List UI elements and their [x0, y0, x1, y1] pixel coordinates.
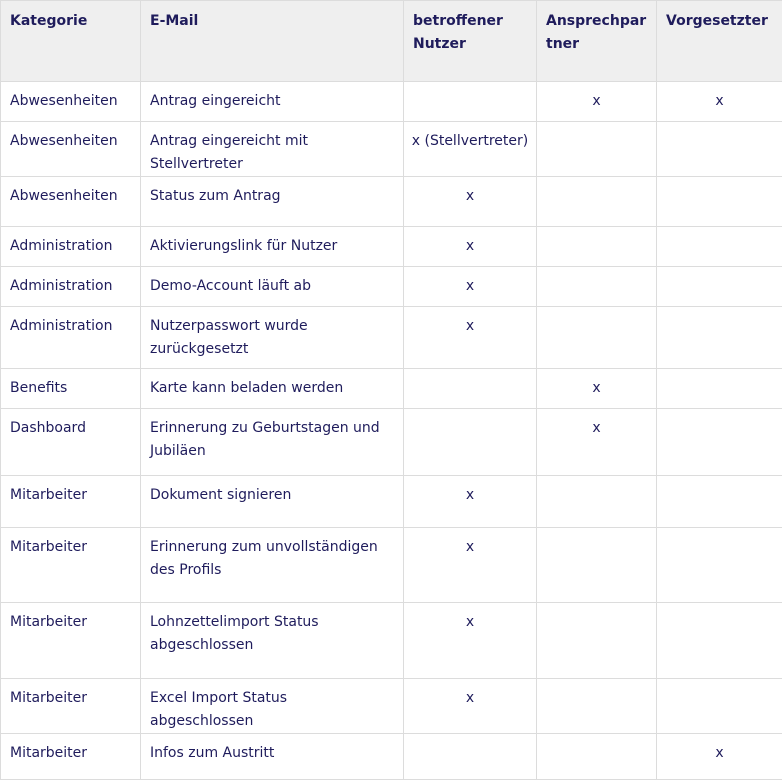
header-betroffener-nutzer: betroffener Nutzer: [404, 1, 537, 82]
cell-email: Nutzerpasswort wurde zurückgesetzt: [141, 307, 404, 369]
header-kategorie: Kategorie: [1, 1, 141, 82]
table-row: [1, 369, 782, 409]
cell-ansprechpartner: [537, 679, 657, 734]
table-row: [1, 476, 782, 528]
cell-ansprechpartner: x: [537, 82, 657, 122]
table-row: [1, 307, 782, 369]
cell-kategorie: Administration: [1, 227, 141, 267]
cell-vorgesetzter: [657, 267, 782, 307]
table-row: [1, 603, 782, 679]
cell-kategorie: Dashboard: [1, 409, 141, 476]
table-row: [1, 409, 782, 476]
table-header: [1, 1, 782, 82]
cell-ansprechpartner: [537, 476, 657, 528]
cell-ansprechpartner: [537, 227, 657, 267]
cell-betroffener-nutzer: x (Stellvertreter): [404, 122, 537, 177]
cell-kategorie: Abwesenheiten: [1, 122, 141, 177]
cell-email: Infos zum Austritt: [141, 734, 404, 780]
cell-email: Status zum Antrag: [141, 177, 404, 227]
cell-betroffener-nutzer: x: [404, 227, 537, 267]
cell-betroffener-nutzer: [404, 369, 537, 409]
cell-betroffener-nutzer: x: [404, 476, 537, 528]
cell-vorgesetzter: [657, 528, 782, 603]
cell-email: Lohnzettelimport Status abgeschlossen: [141, 603, 404, 679]
cell-betroffener-nutzer: [404, 409, 537, 476]
table-row: [1, 734, 782, 780]
table-row: [1, 82, 782, 122]
cell-betroffener-nutzer: x: [404, 528, 537, 603]
cell-kategorie: Mitarbeiter: [1, 476, 141, 528]
cell-vorgesetzter: [657, 679, 782, 734]
cell-kategorie: Mitarbeiter: [1, 734, 141, 780]
table-body: [1, 82, 782, 780]
cell-vorgesetzter: x: [657, 734, 782, 780]
cell-ansprechpartner: [537, 267, 657, 307]
cell-vorgesetzter: [657, 603, 782, 679]
cell-vorgesetzter: [657, 369, 782, 409]
cell-betroffener-nutzer: [404, 734, 537, 780]
cell-kategorie: Mitarbeiter: [1, 679, 141, 734]
cell-ansprechpartner: [537, 528, 657, 603]
table-row: [1, 177, 782, 227]
cell-email: Erinnerung zum unvollständigen des Profils: [141, 528, 404, 603]
cell-vorgesetzter: [657, 476, 782, 528]
cell-ansprechpartner: [537, 734, 657, 780]
cell-ansprechpartner: x: [537, 369, 657, 409]
cell-kategorie: Administration: [1, 307, 141, 369]
table-row: [1, 528, 782, 603]
cell-kategorie: Mitarbeiter: [1, 603, 141, 679]
cell-ansprechpartner: [537, 122, 657, 177]
table-row: [1, 227, 782, 267]
cell-email: Karte kann beladen werden: [141, 369, 404, 409]
cell-betroffener-nutzer: x: [404, 679, 537, 734]
cell-betroffener-nutzer: x: [404, 267, 537, 307]
cell-betroffener-nutzer: x: [404, 603, 537, 679]
cell-kategorie: Abwesenheiten: [1, 82, 141, 122]
cell-email: Demo-Account läuft ab: [141, 267, 404, 307]
cell-ansprechpartner: x: [537, 409, 657, 476]
table-row: [1, 679, 782, 734]
cell-email: Antrag eingereicht: [141, 82, 404, 122]
header-vorgesetzter: Vorgesetzter: [657, 1, 782, 82]
cell-ansprechpartner: [537, 307, 657, 369]
table-row: [1, 122, 782, 177]
cell-kategorie: Abwesenheiten: [1, 177, 141, 227]
cell-betroffener-nutzer: x: [404, 177, 537, 227]
cell-email: Antrag eingereicht mit Stellvertreter: [141, 122, 404, 177]
cell-kategorie: Benefits: [1, 369, 141, 409]
cell-betroffener-nutzer: [404, 82, 537, 122]
cell-ansprechpartner: [537, 177, 657, 227]
cell-email: Excel Import Status abgeschlossen: [141, 679, 404, 734]
header-email: E-Mail: [141, 1, 404, 82]
cell-email: Dokument signieren: [141, 476, 404, 528]
header-ansprechpartner: Ansprechpartner: [537, 1, 657, 82]
header-row: [1, 1, 782, 82]
table-row: [1, 267, 782, 307]
cell-kategorie: Administration: [1, 267, 141, 307]
cell-ansprechpartner: [537, 603, 657, 679]
cell-email: Aktivierungslink für Nutzer: [141, 227, 404, 267]
cell-vorgesetzter: [657, 227, 782, 267]
cell-vorgesetzter: x: [657, 82, 782, 122]
cell-vorgesetzter: [657, 177, 782, 227]
cell-vorgesetzter: [657, 122, 782, 177]
cell-email: Erinnerung zu Geburtstagen und Jubiläen: [141, 409, 404, 476]
cell-vorgesetzter: [657, 409, 782, 476]
cell-betroffener-nutzer: x: [404, 307, 537, 369]
cell-kategorie: Mitarbeiter: [1, 528, 141, 603]
cell-vorgesetzter: [657, 307, 782, 369]
